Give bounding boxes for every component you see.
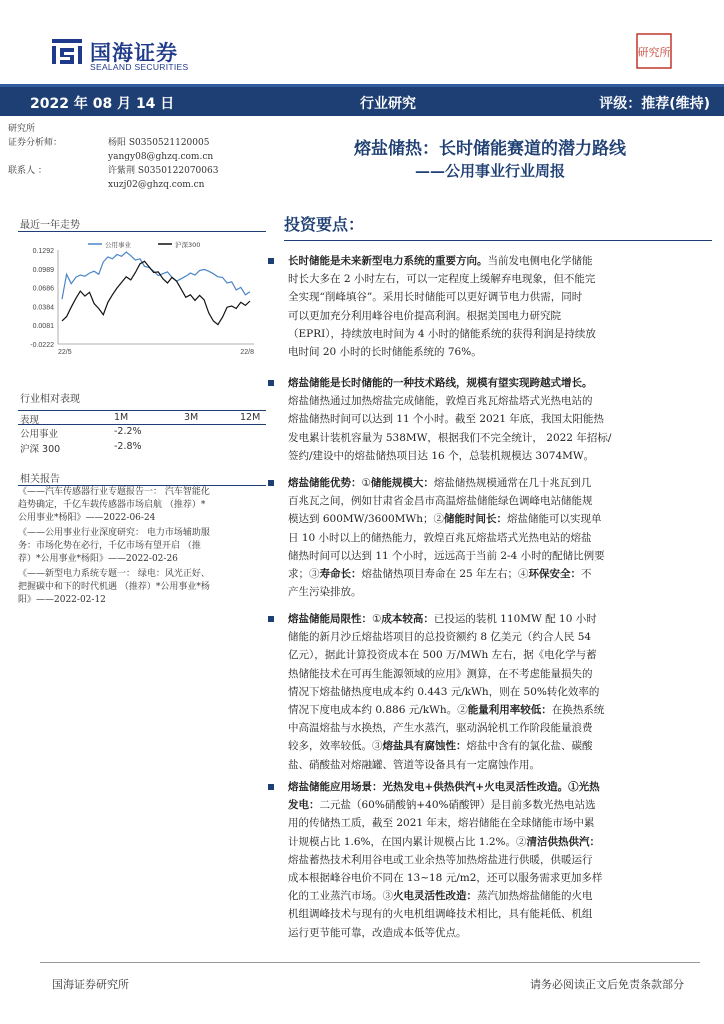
text-run: 产生污染排放。	[288, 586, 362, 599]
text-run: 储热时间可以达到 11 个小时，远远高于当前 2-4 小时的配储比例要	[288, 549, 605, 562]
point-paragraph	[288, 610, 710, 774]
text-run: 亿元），据此计算投资成本在 500 万/MWh 左右，据《电化学与蓄	[288, 649, 597, 662]
y-tick-label: 0.1292	[32, 248, 54, 255]
line-content	[288, 628, 591, 646]
line-content	[288, 429, 611, 447]
legend-label: 公用事业	[105, 241, 131, 249]
line-content	[288, 646, 597, 664]
point-paragraph	[288, 374, 710, 465]
text-run: 情况下熔盐储热度电成本约 0.443 元/kWh，则在 50%转化效率的	[288, 685, 600, 698]
text-run: 熔盐蓄热技术利用谷电或工业余热等加热熔盐进行供暖，供暖运行	[288, 853, 593, 866]
report-subtitle: ——公用事业行业周报	[414, 162, 565, 180]
point-paragraph	[288, 474, 710, 601]
text-run: （EPRI），持续放电时间为 4 小时的储能系统的获得利润是持续放	[288, 327, 596, 340]
footer-disclaimer: 请务必阅读正文后免责条款部分	[530, 978, 684, 991]
text-line	[288, 646, 710, 664]
line-content	[288, 474, 591, 492]
text-line	[288, 529, 710, 547]
line-content	[288, 374, 593, 392]
y-tick-label: 0.0686	[32, 285, 54, 293]
bold-text: 成本较高：	[381, 613, 434, 625]
text-line	[288, 905, 710, 923]
trend-heading: 最近一年走势	[20, 220, 80, 231]
stamp-icon	[636, 33, 672, 69]
text-line	[288, 924, 710, 942]
text-run: 较多，效率较低。③	[288, 740, 383, 753]
text-run: 不	[581, 568, 592, 581]
report-line: 阳》——2022-02-12	[18, 595, 106, 605]
report-type: 行业研究	[360, 96, 416, 112]
line-content	[288, 252, 593, 270]
text-line	[288, 610, 710, 628]
performance-table	[18, 410, 266, 455]
table-row	[18, 440, 266, 455]
text-line	[288, 270, 710, 288]
text-line	[288, 778, 710, 796]
brand-name-cn: 国海证券	[90, 41, 178, 65]
footer-org: 国海证券研究所	[52, 978, 129, 991]
line-content	[288, 343, 482, 361]
text-run: 熔盐储热规模通常在几十兆瓦到几	[433, 477, 592, 489]
text-line	[288, 565, 710, 583]
text-run: 机组调峰技术与现有的火电机组调峰技术相比，具有能耗低、机组	[288, 908, 593, 921]
text-line	[288, 510, 710, 528]
line-content	[288, 325, 596, 343]
reports-heading: 相关报告	[20, 474, 60, 485]
report-line: 荐）*公用事业*杨阳》——2022-02-26	[18, 554, 178, 564]
text-line	[288, 492, 710, 510]
line-content	[288, 492, 593, 510]
bold-text: 熔盐储能是长时储能的一种技术路线，规模有望实现跨越式增长。	[288, 377, 593, 389]
line-content	[288, 410, 604, 428]
text-run: ①	[372, 613, 382, 625]
text-line	[288, 429, 710, 447]
line-content	[288, 778, 600, 796]
bold-text: 熔盐储能局限性：	[288, 613, 372, 625]
line-content	[288, 583, 362, 601]
point-paragraph	[288, 778, 710, 942]
line-content	[288, 701, 604, 719]
row-label: 沪深 300	[20, 444, 61, 455]
line-content	[288, 719, 593, 737]
analyst-label: 证券分析师：	[8, 138, 63, 148]
bold-text: 储能时间长：	[444, 513, 507, 526]
report-rating: 评级：推荐(维持)	[599, 96, 710, 112]
text-line	[288, 851, 710, 869]
text-run: 电时间 20 小时的长时储能系统的 76%。	[288, 346, 482, 359]
line-content	[288, 665, 593, 683]
line-content	[288, 270, 595, 288]
contact-label: 联系人 ：	[8, 166, 47, 176]
text-run: 已投运的装机 110MW 配 10 小时	[433, 613, 597, 625]
line-content	[288, 447, 594, 465]
text-run: 中高温熔盐与水换热，产生水蒸汽，驱动涡轮机工作阶段能量浪费	[288, 722, 593, 735]
stamp-text: 研究所	[637, 46, 671, 59]
report-title: 熔盐储热：长时储能赛道的潜力路线	[354, 139, 626, 159]
text-run: 签约/建设中的熔盐储热项目达 16 个，总装机规模达 3074MW。	[288, 449, 595, 462]
x-tick-label: 22/5	[58, 349, 72, 356]
y-tick-label: -0.0222	[30, 342, 54, 349]
text-run: 成本根据峰谷电价不同在 13~18 元/m2，还可以服务需求更加多样	[288, 872, 603, 885]
report-line: 把握碳中和下的时代机遇 （推荐）*公用事业*杨	[18, 582, 210, 592]
text-line	[288, 343, 710, 361]
related-report-link[interactable]	[18, 568, 266, 607]
text-run: 百兆瓦之间，例如甘肃省金昌市高温熔盐储能绿色调峰电站储能规	[288, 495, 593, 508]
analyst-block	[8, 122, 268, 192]
line-content	[288, 307, 561, 325]
main-divider	[284, 240, 712, 241]
text-run: 日 10 小时以上的储热能力，敦煌百兆瓦熔盐塔式光热电站的熔盐	[288, 531, 592, 544]
text-run: 求；③	[288, 568, 320, 581]
text-line	[288, 887, 710, 905]
line-content	[288, 905, 593, 923]
text-line	[288, 547, 710, 565]
text-line	[288, 796, 710, 814]
text-run: 储能的新月沙丘熔盐塔项目的总投资额约 8 亿美元（约合人民 54	[288, 631, 592, 644]
line-content	[288, 529, 592, 547]
text-line	[288, 814, 710, 832]
text-run: 用的传储热工质，截至 2021 年末，熔岩储能在全球储能市场中累	[288, 817, 595, 830]
text-run: 计规模占比 1.6%，在国内累计规模占比 1.2%。②	[288, 835, 527, 848]
text-run: 全实现“削峰填谷”。采用长时储能可以更好调节电力供需，同时	[288, 291, 583, 304]
table-row	[18, 425, 266, 440]
col-header: 3M	[184, 412, 199, 423]
footer-divider	[40, 962, 700, 963]
line-content	[288, 565, 592, 583]
line-content	[288, 610, 597, 628]
cell-1m: -2.8%	[114, 441, 142, 452]
analyst-name: 杨阳 S0350521120005	[108, 138, 210, 148]
brand-name-en: SEALAND SECURITIES	[90, 62, 189, 72]
text-run: 盐、硝酸盐对熔融罐、管道等设备具有一定腐蚀作用。	[288, 758, 540, 771]
report-line: 趋势确定，千亿车载传感器市场启航 （推荐）*	[18, 500, 206, 510]
line-content	[288, 392, 593, 410]
text-line	[288, 583, 710, 601]
bold-text: 发电：	[288, 799, 320, 812]
line-content	[288, 833, 600, 851]
investment-points-heading: 投资要点：	[284, 215, 365, 234]
related-reports	[18, 486, 266, 609]
bold-text: 环保安全：	[528, 568, 582, 581]
text-run: 模达到 600MW/3600MWh；②	[288, 513, 444, 526]
text-line	[288, 307, 710, 325]
bold-text: 熔盐储能应用场景：光热发电+供热供汽+火电灵活性改造。①光热	[288, 781, 600, 793]
brand-logo	[50, 36, 210, 72]
text-run: 蒸汽加热熔盐储能的火电	[477, 890, 593, 903]
point-paragraph	[288, 252, 710, 361]
col-header: 表现	[20, 415, 40, 426]
contact-email[interactable]: xuzj02@ghzq.com.cn	[108, 180, 205, 190]
line-content	[288, 547, 605, 565]
report-line: 《——新型电力系统专题一： 绿电：风光正好、	[18, 569, 210, 579]
text-line	[288, 474, 710, 492]
bullet-square-icon	[268, 616, 274, 622]
text-run: 时长大多在 2 小时左右，可以一定程度上缓解弃电现象，但不能完	[288, 273, 596, 286]
header-band	[0, 84, 724, 116]
text-line	[288, 665, 710, 683]
text-run: 熔盐储能可以实现单	[507, 513, 602, 526]
trend-chart	[18, 232, 266, 366]
text-line	[288, 410, 710, 428]
text-line	[288, 737, 710, 755]
text-run: 当前发电侧电化学储能	[487, 255, 593, 267]
bold-text: 熔盐具有腐蚀性：	[382, 740, 467, 753]
contact-name: 许紫荆 S0350122070063	[108, 166, 219, 176]
text-line	[288, 325, 710, 343]
bullet-square-icon	[268, 784, 274, 790]
report-line: 《——汽车传感器行业专题报告一： 汽车智能化	[18, 487, 210, 497]
bold-text: 清洁供热供汽：	[526, 835, 601, 848]
series-line-csi300	[62, 261, 250, 324]
cell-1m: -2.2%	[114, 426, 142, 437]
bold-text: 能量利用率较低：	[467, 704, 552, 717]
x-tick-label: 22/8	[240, 349, 254, 356]
related-report-link[interactable]	[18, 486, 266, 525]
y-tick-label: 0.0989	[32, 266, 54, 274]
bold-text: 熔盐储能优势：	[288, 477, 362, 489]
text-line	[288, 719, 710, 737]
bold-text: 寿命长：	[319, 568, 362, 581]
report-line: 务：市场化势在必行，千亿市场有望开启 （推	[18, 541, 201, 551]
col-header: 12M	[240, 412, 261, 423]
text-line	[288, 683, 710, 701]
line-content	[288, 737, 593, 755]
related-report-link[interactable]	[18, 527, 266, 566]
bold-text: 长时储能是未来新型电力系统的重要方向。	[288, 255, 488, 267]
text-run: 二元盐（60%硝酸钠+40%硝酸钾）是目前多数光热电站选	[319, 799, 596, 812]
y-tick-label: 0.0384	[32, 304, 54, 312]
report-line: 公用事业*杨阳》——2022-06-24	[18, 513, 156, 523]
report-line: 《——公用事业行业深度研究： 电力市场辅助服	[18, 528, 210, 538]
performance-header-row	[18, 410, 266, 425]
text-line	[288, 701, 710, 719]
line-content	[288, 814, 594, 832]
report-date: 2022 年 08 月 14 日	[30, 96, 175, 112]
line-content	[288, 756, 540, 774]
text-run: 运行更节能可靠，改造成本低等优点。	[288, 926, 467, 939]
text-run: 发电累计装机容量为 538MW，根据我们不完全统计， 2022 年招标/	[288, 431, 612, 444]
text-run: 化的工业蒸汽市场。③	[288, 890, 393, 903]
line-content	[288, 796, 595, 814]
text-line	[288, 374, 710, 392]
text-run: 可以更加充分利用峰谷电价提高利润。根据美国电力研究院	[288, 309, 561, 322]
bullet-square-icon	[268, 380, 274, 386]
y-tick-label: 0.0081	[32, 323, 54, 331]
line-content	[288, 851, 593, 869]
bullet-square-icon	[268, 480, 274, 486]
text-run: 熔盐储热项目寿命在 25 年左右；④	[361, 568, 529, 581]
performance-heading: 行业相对表现	[20, 394, 80, 405]
bold-text: 储能规模大：	[370, 477, 434, 489]
text-line	[288, 392, 710, 410]
text-run: 熔盐储热通过加热熔盐完成储能，敦煌百兆瓦熔盐塔式光热电站的	[288, 395, 593, 408]
brand-logo-icon	[50, 36, 84, 70]
analyst-email[interactable]: yangy08@ghzq.com.cn	[108, 152, 214, 162]
text-line	[288, 447, 710, 465]
text-line	[288, 252, 710, 270]
research-stamp	[636, 33, 672, 69]
series-line-utilities	[62, 252, 250, 299]
text-run: 在换热系统	[551, 704, 605, 717]
text-line	[288, 628, 710, 646]
line-content	[288, 869, 602, 887]
text-line	[288, 833, 710, 851]
bold-text: 火电灵活性改造：	[393, 890, 477, 903]
org-label: 研究所	[8, 124, 36, 134]
text-run: ①	[361, 477, 371, 489]
bullet-square-icon	[268, 258, 274, 264]
line-content	[288, 683, 599, 701]
text-line	[288, 288, 710, 306]
text-run: 熔盐储热时间可以达到 11 个小时。截至 2021 年底，我国太阳能热	[288, 413, 604, 426]
col-header: 1M	[114, 412, 129, 423]
line-content	[288, 924, 467, 942]
text-run: 情况下度电成本约 0.886 元/kWh。②	[288, 704, 468, 717]
text-run: 熔盐中含有的氯化盐、碳酸	[466, 740, 593, 753]
legend-label: 沪深300	[175, 241, 201, 249]
row-label: 公用事业	[20, 429, 59, 440]
line-content	[288, 288, 582, 306]
line-content	[288, 887, 593, 905]
text-line	[288, 869, 710, 887]
text-run: 热储能技术在可再生能源领域的应用》测算，在不考虑能量损失的	[288, 667, 593, 680]
line-content	[288, 510, 602, 528]
text-line	[288, 756, 710, 774]
